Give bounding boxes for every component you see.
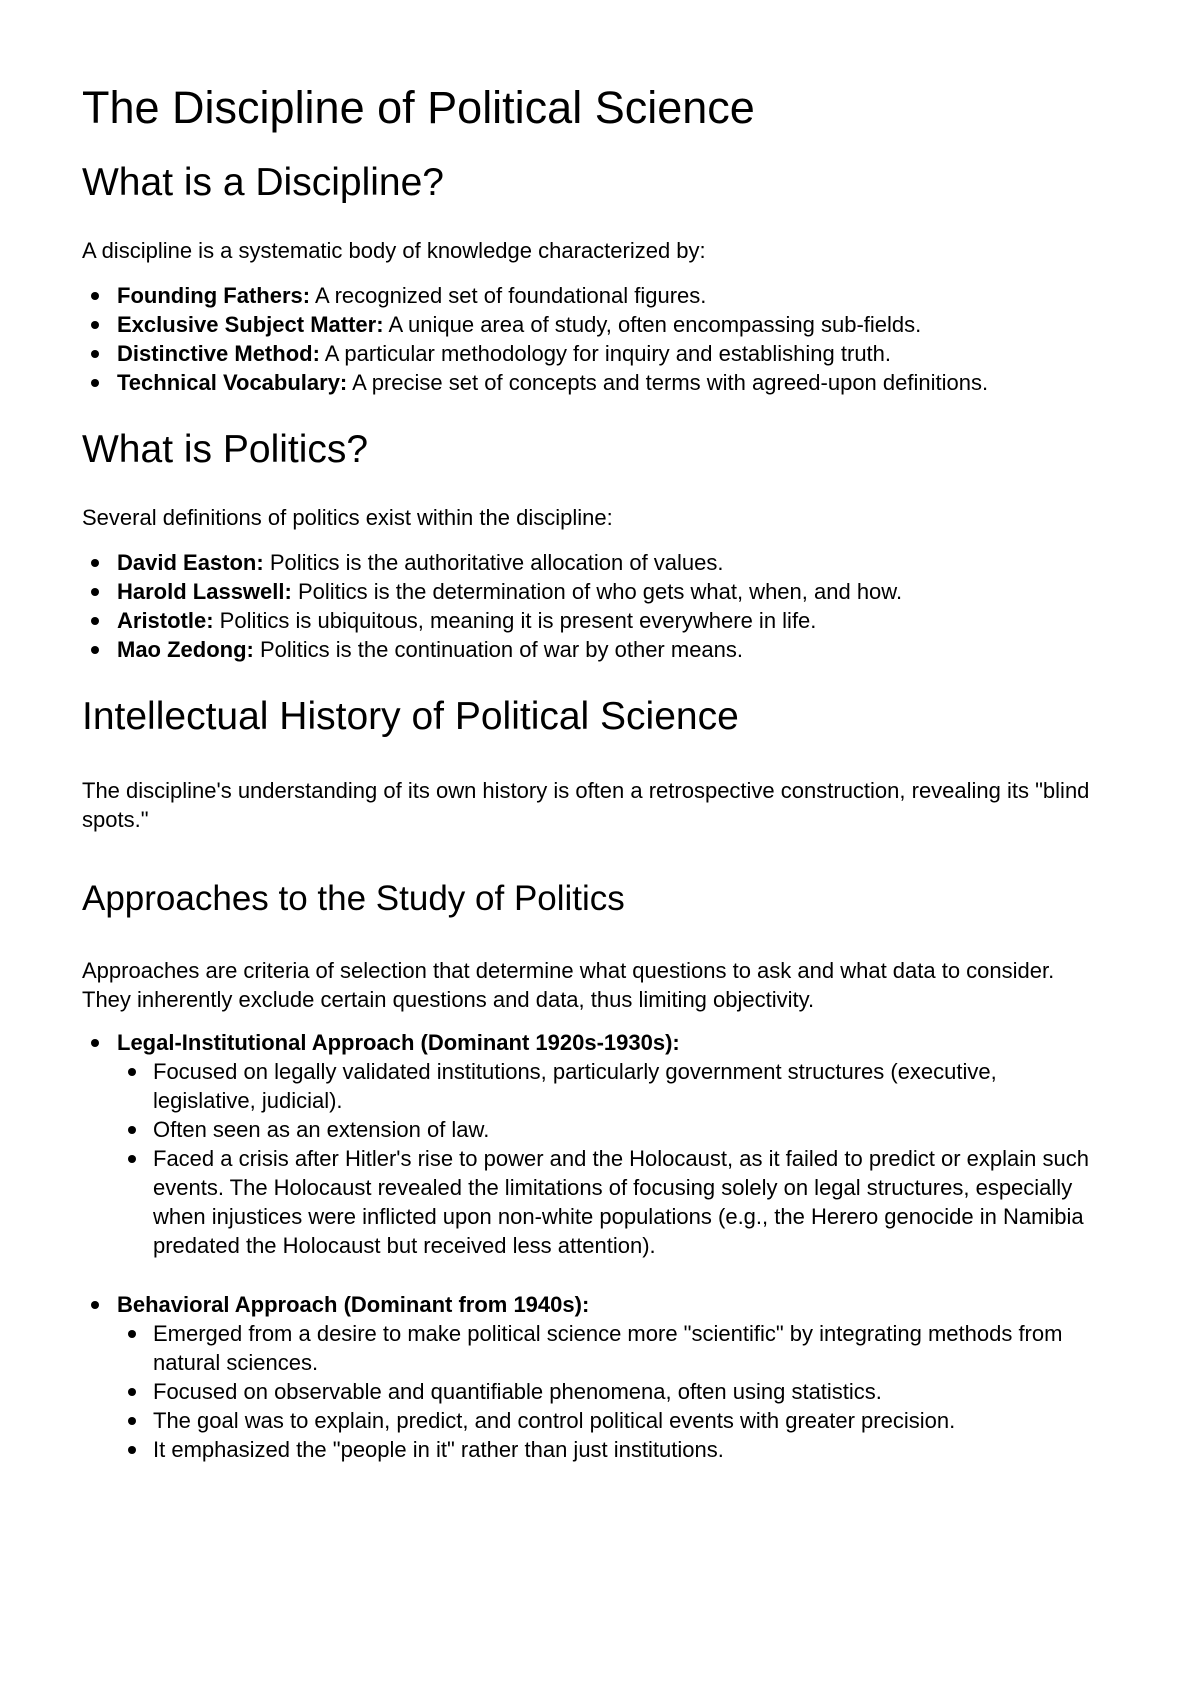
history-paragraph: The discipline's understanding of its own history is often a retrospective construction, revealing its "blind spots." [82, 778, 1090, 832]
approach-item-legal-institutional [82, 1028, 1100, 1260]
approaches-intro: Approaches are criteria of selection that determine what questions to ask and what data to consider. They inherently exclude certain questions and data, thus limiting objectivity. [82, 958, 1055, 1012]
list-item [82, 548, 1100, 577]
list-item [82, 339, 1100, 368]
list-item-text: A recognized set of foundational figures. [310, 283, 707, 308]
list-item [82, 310, 1100, 339]
list-item-text: Politics is the continuation of war by other means. [253, 637, 744, 662]
list-item-text: A unique area of study, often encompassing sub-fields. [383, 312, 922, 337]
list-item-term: Technical Vocabulary: [117, 370, 348, 395]
politics-intro: Several definitions of politics exist within the discipline: [82, 505, 613, 530]
approach-label: Behavioral Approach (Dominant from 1940s): [117, 1292, 590, 1317]
list-item-term: Aristotle: [117, 608, 214, 633]
section-heading-approaches: Approaches to the Study of Politics [82, 879, 625, 918]
list-item-term: Exclusive Subject Matter: [117, 312, 384, 337]
sub-list-item: Faced a crisis after Hitler's rise to power and the Holocaust, as it failed to predict or explain such events. The Holocaust revealed the limitations of focusing solely on legal structures, especially when injustices were inflicted upon non-white populations (e.g., the Herero genocide in Namibia predated the Holocaust but received less attention). [117, 1144, 1100, 1260]
approaches-list [82, 1028, 1100, 1464]
discipline-characteristics-list [82, 281, 1100, 397]
section-heading-history: Intellectual History of Political Science [82, 695, 739, 738]
page-title: The Discipline of Political Science [82, 82, 755, 133]
sub-list-item: Often seen as an extension of law. [117, 1115, 1100, 1144]
list-item [82, 606, 1100, 635]
approach-points-list [117, 1319, 1100, 1464]
list-item [82, 635, 1100, 664]
section-heading-discipline: What is a Discipline? [82, 161, 444, 204]
sub-list-item: It emphasized the "people in it" rather than just institutions. [117, 1435, 1100, 1464]
list-item [82, 577, 1100, 606]
list-item-term: Distinctive Method: [117, 341, 320, 366]
list-item-term: Founding Fathers: [117, 283, 311, 308]
list-item-term: Mao Zedong: [117, 637, 254, 662]
list-item-text: Politics is ubiquitous, meaning it is present everywhere in life. [213, 608, 817, 633]
list-item-text: Politics is the determination of who gets what, when, and how. [291, 579, 903, 604]
approach-label: Legal-Institutional Approach (Dominant 1920s-1930s): [117, 1030, 680, 1055]
list-item-text: A precise set of concepts and terms with agreed-upon definitions. [347, 370, 989, 395]
list-item-text: A particular methodology for inquiry and establishing truth. [319, 341, 892, 366]
sub-list-item: Emerged from a desire to make political science more "scientific" by integrating methods from natural sciences. [117, 1319, 1100, 1377]
approach-points-list [117, 1057, 1100, 1260]
section-heading-politics: What is Politics? [82, 428, 369, 471]
sub-list-item: Focused on observable and quantifiable phenomena, often using statistics. [117, 1377, 1100, 1406]
list-item [82, 368, 1100, 397]
discipline-intro: A discipline is a systematic body of knowledge characterized by: [82, 238, 706, 263]
sub-list-item: Focused on legally validated institutions, particularly government structures (executive, legislative, judicial). [117, 1057, 1100, 1115]
list-item-term: David Easton: [117, 550, 264, 575]
list-item-text: Politics is the authoritative allocation of values. [263, 550, 724, 575]
list-item [82, 281, 1100, 310]
sub-list-item: The goal was to explain, predict, and control political events with greater precision. [117, 1406, 1100, 1435]
list-item-term: Harold Lasswell: [117, 579, 292, 604]
approach-item-behavioral [82, 1290, 1100, 1464]
politics-definitions-list [82, 548, 1100, 664]
